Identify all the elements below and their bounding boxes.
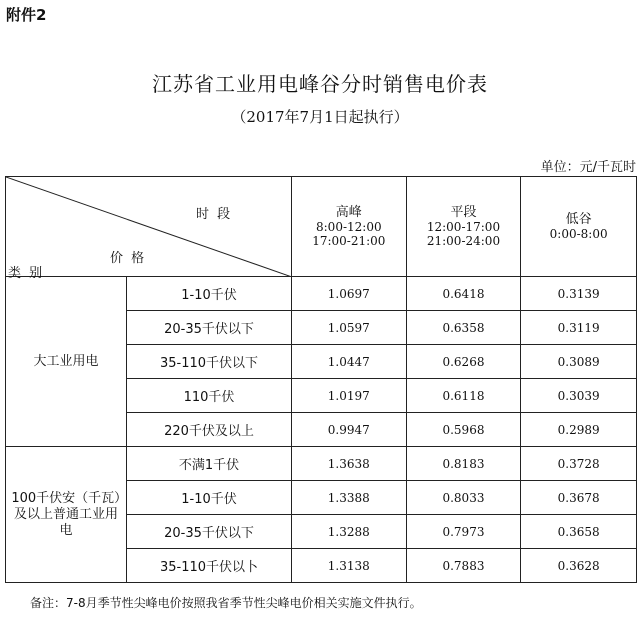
voltage-cell: 1-10千伏 (127, 277, 292, 311)
flat-price-cell: 0.7973 (406, 515, 521, 549)
peak-price-cell: 1.0697 (291, 277, 406, 311)
valley-price-cell: 0.3089 (521, 345, 637, 379)
peak-price-cell: 1.3138 (291, 549, 406, 583)
period-header-peak (291, 177, 406, 277)
flat-price-cell: 0.8033 (406, 481, 521, 515)
valley-price-cell: 0.3658 (521, 515, 637, 549)
category-label: 类 别 (8, 266, 45, 281)
peak-price-cell: 1.0597 (291, 311, 406, 345)
period-time: 8:00-12:00 (316, 219, 382, 234)
flat-price-cell: 0.6118 (406, 379, 521, 413)
page-title: 江苏省工业用电峰谷分时销售电价表 (152, 72, 488, 96)
price-label: 价 格 (110, 251, 147, 266)
peak-price-cell: 1.3388 (291, 481, 406, 515)
peak-price-cell: 1.0447 (291, 345, 406, 379)
category-cell: 100千伏安（千瓦）及以上普通工业用电 (6, 447, 127, 583)
voltage-cell: 20-35千伏以下 (127, 311, 292, 345)
category-cell: 大工业用电 (6, 277, 127, 447)
period-time: 12:00-17:00 (426, 219, 501, 234)
period-name: 高峰 (335, 204, 362, 220)
table-row (6, 277, 637, 311)
diagonal-header-cell (6, 177, 292, 281)
flat-price-cell: 0.6358 (406, 311, 521, 345)
time-period-label: 时 段 (196, 207, 233, 222)
period-header-valley (521, 177, 637, 277)
peak-price-cell: 1.3288 (291, 515, 406, 549)
flat-price-cell: 0.5968 (406, 413, 521, 447)
flat-price-cell: 0.6418 (406, 277, 521, 311)
valley-price-cell: 0.3628 (521, 549, 637, 583)
price-table (5, 176, 637, 583)
table-header-row (6, 177, 637, 277)
diagonal-divider (6, 177, 292, 277)
period-name: 平段 (450, 204, 477, 220)
page-subtitle: （2017年7月1日起执行） (231, 108, 409, 126)
flat-price-cell: 0.6268 (406, 345, 521, 379)
valley-price-cell: 0.2989 (521, 413, 637, 447)
flat-price-cell: 0.8183 (406, 447, 521, 481)
voltage-cell: 20-35千伏以下 (127, 515, 292, 549)
voltage-cell: 35-110千伏以卜 (127, 549, 292, 583)
valley-price-cell: 0.3039 (521, 379, 637, 413)
valley-price-cell: 0.3119 (521, 311, 637, 345)
valley-price-cell: 0.3139 (521, 277, 637, 311)
period-time: 21:00-24:00 (426, 233, 501, 248)
unit-label: 单位：元/千瓦时 (540, 160, 636, 175)
peak-price-cell: 1.3638 (291, 447, 406, 481)
voltage-cell: 1-10千伏 (127, 481, 292, 515)
voltage-cell: 110千伏 (127, 379, 292, 413)
valley-price-cell: 0.3678 (521, 481, 637, 515)
period-time: 0:00-8:00 (549, 226, 608, 241)
voltage-cell: 35-110千伏以下 (127, 345, 292, 379)
voltage-cell: 220千伏及以上 (127, 413, 292, 447)
table-row (6, 447, 637, 481)
attachment-label: 附件2 (6, 6, 47, 24)
voltage-cell: 不满1千伏 (127, 447, 292, 481)
flat-price-cell: 0.7883 (406, 549, 521, 583)
peak-price-cell: 1.0197 (291, 379, 406, 413)
footnote: 备注：7-8月季节性尖峰电价按照我省季节性尖峰电价相关实施文件执行。 (30, 596, 422, 610)
valley-price-cell: 0.3728 (521, 447, 637, 481)
period-time: 17:00-21:00 (312, 233, 386, 248)
period-header-flat (406, 177, 521, 277)
peak-price-cell: 0.9947 (291, 413, 406, 447)
period-name: 低谷 (565, 211, 592, 227)
